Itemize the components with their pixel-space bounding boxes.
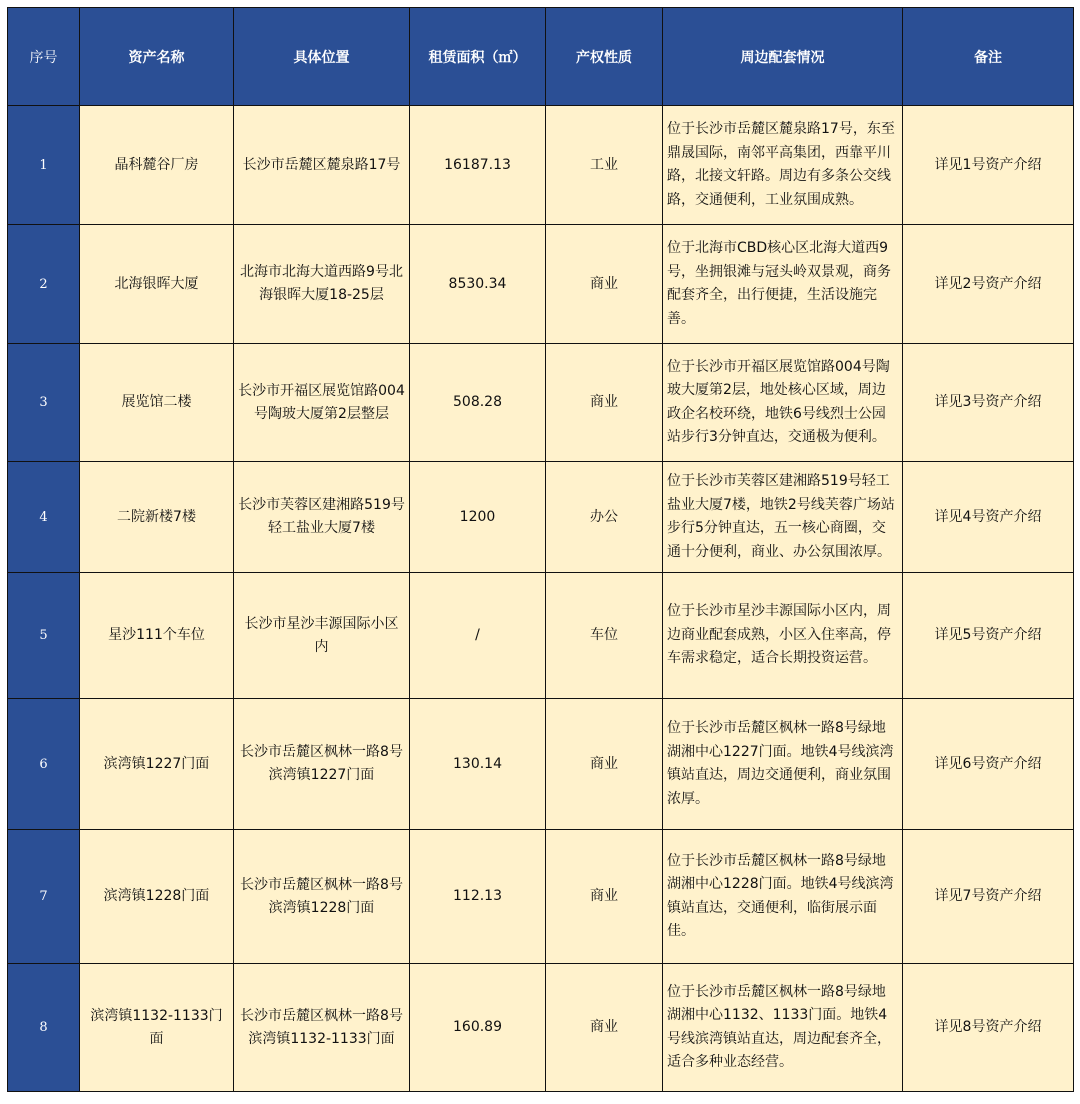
location-cell: 长沙市岳麓区枫林一路8号滨湾镇1227门面 <box>234 699 410 830</box>
row-index: 4 <box>8 462 80 573</box>
row-index: 2 <box>8 225 80 344</box>
asset-table <box>7 7 1074 1092</box>
surroundings-cell: 位于长沙市星沙丰源国际小区内，周边商业配套成熟，小区入住率高，停车需求稳定，适合长期投资运营。 <box>663 573 903 699</box>
asset-name-cell: 滨湾镇1228门面 <box>80 830 234 964</box>
location-cell: 长沙市开福区展览馆路004号陶玻大厦第2层整层 <box>234 344 410 462</box>
area-cell: 112.13 <box>410 830 546 964</box>
asset-name-cell: 二院新楼7楼 <box>80 462 234 573</box>
header-row <box>8 8 1074 106</box>
header-location: 具体位置 <box>234 8 410 106</box>
property-type-cell: 商业 <box>546 830 663 964</box>
asset-name-cell: 滨湾镇1227门面 <box>80 699 234 830</box>
surroundings-cell: 位于长沙市岳麓区枫林一路8号绿地湖湘中心1228门面。地铁4号线滨湾镇站直达，交通便利，临街展示面佳。 <box>663 830 903 964</box>
row-index: 3 <box>8 344 80 462</box>
surroundings-cell: 位于北海市CBD核心区北海大道西9号，坐拥银滩与冠头岭双景观，商务配套齐全，出行便捷，生活设施完善。 <box>663 225 903 344</box>
header-property-type: 产权性质 <box>546 8 663 106</box>
location-cell: 长沙市芙蓉区建湘路519号轻工盐业大厦7楼 <box>234 462 410 573</box>
property-type-cell: 工业 <box>546 106 663 225</box>
asset-name-cell: 北海银晖大厦 <box>80 225 234 344</box>
row-index: 5 <box>8 573 80 699</box>
area-cell: 16187.13 <box>410 106 546 225</box>
row-index: 1 <box>8 106 80 225</box>
location-cell: 长沙市岳麓区枫林一路8号滨湾镇1132-1133门面 <box>234 964 410 1092</box>
row-index: 6 <box>8 699 80 830</box>
area-cell: 508.28 <box>410 344 546 462</box>
note-cell: 详见8号资产介绍 <box>903 964 1074 1092</box>
surroundings-cell: 位于长沙市岳麓区枫林一路8号绿地湖湘中心1227门面。地铁4号线滨湾镇站直达，周边交通便利，商业氛围浓厚。 <box>663 699 903 830</box>
surroundings-cell: 位于长沙市岳麓区麓泉路17号，东至鼎晟国际，南邻平高集团，西靠平川路，北接文轩路。周边有多条公交线路，交通便利，工业氛围成熟。 <box>663 106 903 225</box>
area-cell: 1200 <box>410 462 546 573</box>
asset-name-cell: 星沙111个车位 <box>80 573 234 699</box>
header-asset-name: 资产名称 <box>80 8 234 106</box>
row-index: 8 <box>8 964 80 1092</box>
area-cell: / <box>410 573 546 699</box>
surroundings-cell: 位于长沙市岳麓区枫林一路8号绿地湖湘中心1132、1133门面。地铁4号线滨湾镇站直达，周边配套齐全，适合多种业态经营。 <box>663 964 903 1092</box>
location-cell: 北海市北海大道西路9号北海银晖大厦18-25层 <box>234 225 410 344</box>
note-cell: 详见1号资产介绍 <box>903 106 1074 225</box>
note-cell: 详见4号资产介绍 <box>903 462 1074 573</box>
asset-name-cell: 滨湾镇1132-1133门面 <box>80 964 234 1092</box>
property-type-cell: 办公 <box>546 462 663 573</box>
note-cell: 详见2号资产介绍 <box>903 225 1074 344</box>
table-row <box>8 225 1074 344</box>
asset-name-cell: 晶科麓谷厂房 <box>80 106 234 225</box>
table-row <box>8 964 1074 1092</box>
note-cell: 详见5号资产介绍 <box>903 573 1074 699</box>
location-cell: 长沙市岳麓区麓泉路17号 <box>234 106 410 225</box>
property-type-cell: 车位 <box>546 573 663 699</box>
note-cell: 详见6号资产介绍 <box>903 699 1074 830</box>
location-cell: 长沙市岳麓区枫林一路8号滨湾镇1228门面 <box>234 830 410 964</box>
table-row <box>8 344 1074 462</box>
property-type-cell: 商业 <box>546 225 663 344</box>
property-type-cell: 商业 <box>546 964 663 1092</box>
table-row <box>8 699 1074 830</box>
row-index: 7 <box>8 830 80 964</box>
table-row <box>8 573 1074 699</box>
location-cell: 长沙市星沙丰源国际小区内 <box>234 573 410 699</box>
header-note: 备注 <box>903 8 1074 106</box>
note-cell: 详见7号资产介绍 <box>903 830 1074 964</box>
table-row <box>8 462 1074 573</box>
property-type-cell: 商业 <box>546 699 663 830</box>
table-row <box>8 830 1074 964</box>
surroundings-cell: 位于长沙市开福区展览馆路004号陶玻大厦第2层，地处核心区域，周边政企名校环绕，地铁6号线烈士公园站步行3分钟直达，交通极为便利。 <box>663 344 903 462</box>
asset-name-cell: 展览馆二楼 <box>80 344 234 462</box>
table-row <box>8 106 1074 225</box>
area-cell: 8530.34 <box>410 225 546 344</box>
header-lease-area: 租赁面积（㎡） <box>410 8 546 106</box>
area-cell: 160.89 <box>410 964 546 1092</box>
note-cell: 详见3号资产介绍 <box>903 344 1074 462</box>
surroundings-cell: 位于长沙市芙蓉区建湘路519号轻工盐业大厦7楼，地铁2号线芙蓉广场站步行5分钟直达，五一核心商圈，交通十分便利，商业、办公氛围浓厚。 <box>663 462 903 573</box>
area-cell: 130.14 <box>410 699 546 830</box>
header-surroundings: 周边配套情况 <box>663 8 903 106</box>
property-type-cell: 商业 <box>546 344 663 462</box>
header-index: 序号 <box>8 8 80 106</box>
